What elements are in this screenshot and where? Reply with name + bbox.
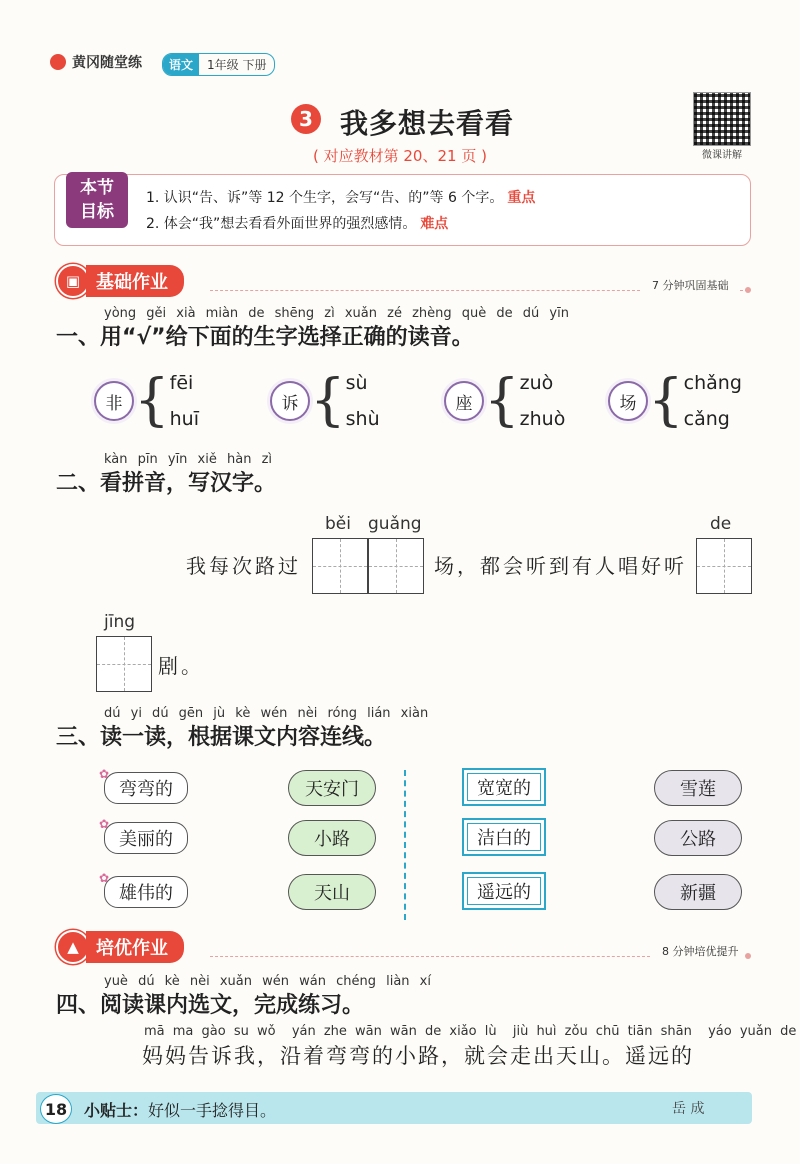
q2-pinyin-guang: guǎng <box>368 514 422 534</box>
q1-option[interactable]: huī <box>169 408 200 430</box>
lesson-number: 3 <box>291 104 321 134</box>
tip-label: 小贴士： <box>84 1101 149 1120</box>
match-item-left-target[interactable]: 小路 <box>288 820 376 856</box>
divider <box>210 956 650 957</box>
qr-label: 微课讲解 <box>702 150 742 161</box>
q1-option[interactable]: chǎng <box>683 372 742 394</box>
q1-item <box>94 368 200 433</box>
passage-text: 妈妈告诉我，沿着弯弯的小路，就会走出天山。遥远的 <box>142 1044 694 1068</box>
objective-text: 2. 体会“我”想去看看外面世界的强烈感情。 <box>146 216 417 232</box>
objective-tag: 难点 <box>420 216 449 232</box>
brand-logo-icon <box>50 54 66 70</box>
match-item-right[interactable] <box>462 872 546 910</box>
brand <box>50 52 142 72</box>
q1-item <box>608 368 742 433</box>
match-item-left-target[interactable]: 天山 <box>288 874 376 910</box>
q2-pinyin: kàn pīn yīn xiě hàn zì <box>104 452 272 467</box>
match-item-left[interactable] <box>99 817 188 854</box>
objectives-box <box>54 174 751 246</box>
divider <box>404 770 406 920</box>
brace-icon: { <box>310 368 346 433</box>
subject-badge <box>162 53 275 76</box>
tianzi-grid[interactable] <box>368 538 424 594</box>
divider <box>210 290 640 291</box>
match-item-left[interactable] <box>99 871 188 908</box>
tianzi-grid[interactable] <box>312 538 368 594</box>
q1-option[interactable]: shù <box>345 408 380 430</box>
match-label: 洁白的 <box>477 828 531 849</box>
q1-char: 诉 <box>270 381 310 421</box>
brace-icon: { <box>648 368 684 433</box>
match-item-right[interactable] <box>462 768 546 806</box>
brace-icon: { <box>134 368 170 433</box>
q2-line1-mid: 场，都会听到有人唱好听 <box>434 554 687 578</box>
divider-dot <box>745 287 751 293</box>
q2-text: 二、看拼音，写汉字。 <box>56 471 277 496</box>
objective-item <box>146 187 535 207</box>
flower-icon: ✿ <box>99 767 110 781</box>
match-label: 遥远的 <box>477 882 531 903</box>
objective-text: 1. 认识“告、诉”等 12 个生字，会写“告、的”等 6 个字。 <box>146 190 504 206</box>
tip-text: 好似一手捻得目。 <box>148 1101 277 1120</box>
signature: 岳 成 <box>672 1101 705 1117</box>
q3-text: 三、读一读，根据课文内容连线。 <box>56 725 387 750</box>
section-label: 培优作业 <box>86 931 184 963</box>
q3-pinyin: dú yi dú gēn jù kè wén nèi róng lián xiàn <box>104 706 429 721</box>
objectives-tag-line2: 目标 <box>80 202 114 222</box>
match-item-left-target[interactable]: 天安门 <box>288 770 376 806</box>
chart-icon: ▲ <box>56 930 90 964</box>
lesson-title: 我多想去看看 <box>340 107 515 140</box>
match-item-right-target[interactable]: 公路 <box>654 820 742 856</box>
section-note: 7 分钟巩固基础 <box>652 279 729 292</box>
brand-name: 黄冈随堂练 <box>72 55 142 71</box>
q1-text: 一、用“√”给下面的生字选择正确的读音。 <box>56 325 474 350</box>
match-label: 美丽的 <box>119 829 173 850</box>
cube-icon: ▣ <box>56 264 90 298</box>
q4-pinyin: yuè dú kè nèi xuǎn wén wán chéng liàn xí <box>104 974 431 989</box>
match-label: 弯弯的 <box>119 779 173 800</box>
objective-tag: 重点 <box>507 190 536 206</box>
tianzi-grid[interactable] <box>696 538 752 594</box>
q1-option[interactable]: zuò <box>519 372 554 394</box>
flower-icon: ✿ <box>99 817 110 831</box>
match-item-right-target[interactable]: 雪莲 <box>654 770 742 806</box>
q1-char: 座 <box>444 381 484 421</box>
grade-label: 1年级 下册 <box>207 58 267 72</box>
section-note: 8 分钟培优提升 <box>662 945 739 958</box>
q1-char: 非 <box>94 381 134 421</box>
q1-char: 场 <box>608 381 648 421</box>
match-item-left[interactable] <box>99 767 188 804</box>
q1-option[interactable]: sù <box>345 372 368 394</box>
q4-text: 四、阅读课内选文，完成练习。 <box>56 993 365 1018</box>
subject-label: 语文 <box>163 54 199 75</box>
brace-icon: { <box>484 368 520 433</box>
q1-item <box>444 368 566 433</box>
q2-pinyin-de: de <box>710 514 732 534</box>
q1-option[interactable]: zhuò <box>519 408 566 430</box>
section-label: 基础作业 <box>86 265 184 297</box>
q2-line1-prefix: 我每次路过 <box>186 554 301 578</box>
q2-pinyin-jing: jīng <box>104 612 136 632</box>
objectives-tag-line1: 本节 <box>80 178 114 198</box>
flower-icon: ✿ <box>99 871 110 885</box>
q1-pinyin: yòng gěi xià miàn de shēng zì xuǎn zé zhèng què de dú yīn <box>104 306 569 321</box>
match-item-right[interactable] <box>462 818 546 856</box>
objective-item <box>146 213 448 233</box>
objectives-tag <box>66 172 128 228</box>
qr-code-icon[interactable] <box>693 92 751 146</box>
q1-option[interactable]: cǎng <box>683 408 730 430</box>
tianzi-grid[interactable] <box>96 636 152 692</box>
divider-dot <box>745 953 751 959</box>
q2-pinyin-bei: běi <box>325 514 351 534</box>
lesson-subtitle: ( 对应教材第 20、21 页 ) <box>313 147 487 165</box>
section-banner-advanced <box>56 932 184 962</box>
match-item-right-target[interactable]: 新疆 <box>654 874 742 910</box>
q1-item <box>270 368 380 433</box>
q1-option[interactable]: fēi <box>169 372 194 394</box>
match-label: 宽宽的 <box>477 778 531 799</box>
tip <box>84 1098 276 1121</box>
q2-line2-suffix: 剧。 <box>158 654 204 678</box>
page-number: 18 <box>40 1094 72 1124</box>
section-banner-basic <box>56 266 184 296</box>
match-label: 雄伟的 <box>119 883 173 904</box>
passage-pinyin: mā ma gào su wǒ yán zhe wān wān de xiǎo lù jiù huì zǒu chū tiān shān yáo yuǎn de <box>144 1024 797 1039</box>
